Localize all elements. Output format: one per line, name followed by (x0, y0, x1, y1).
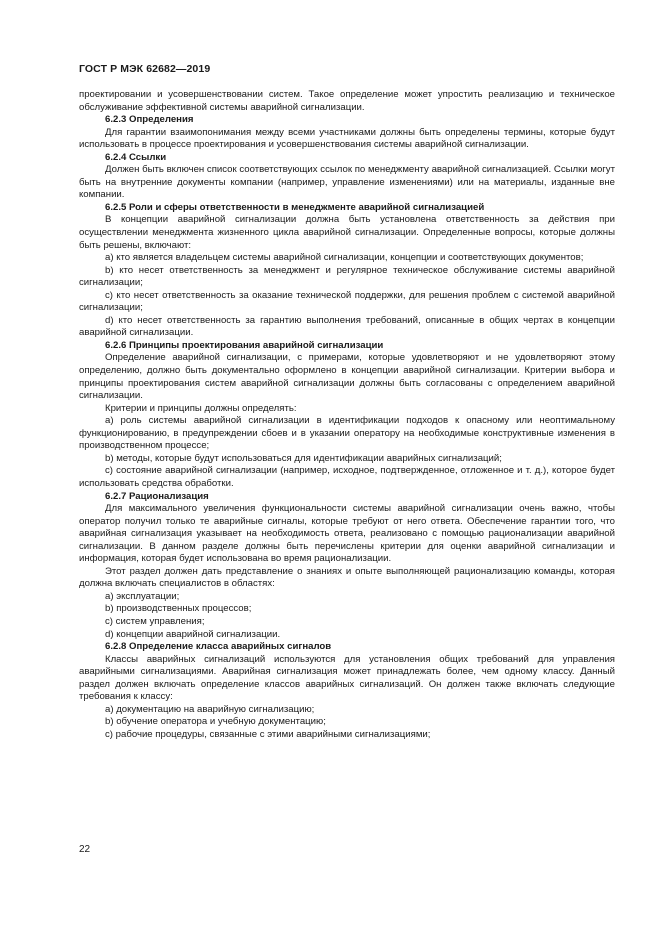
paragraph: Критерии и принципы должны определять: (105, 402, 297, 414)
document-body (79, 89, 615, 741)
paragraph: Классы аварийных сигнализаций используются для установления общих требований для управления аварийными сигнализациями. Аварийная сигнализация может принадлежать более, чем одному классу. Данный раздел должен включать определение классов аварийных сигнализаций. Он должен также включать следующие требования к классу: (79, 653, 615, 703)
paragraph: проектировании и усовершенствовании систем. Такое определение может упростить реализацию и техническое обслуживание эффективной системы аварийной сигнализации. (79, 89, 615, 113)
list-item: c) кто несет ответственность за оказание технической поддержки, для решения проблем с системой аварийной сигнализации; (79, 289, 615, 314)
list-item: a) документацию на аварийную сигнализацию; (105, 703, 315, 715)
document-header: ГОСТ Р МЭК 62682—2019 (79, 63, 211, 75)
list-item: c) систем управления; (105, 615, 205, 627)
paragraph: Для максимального увеличения функциональности системы аварийной сигнализации очень важно, чтобы оператор получил только те аварийные сигналы, которые требуют от него ответа. Обеспечение гарантии того, что аварийная сигнализация указывает на необходимость ответа, реализовано с помощью рационализации аварийной сигнализации. В данном разделе должны быть перечислены критерии для оценки аварийной сигнализации и информация, которая будет использована во время рационализации. (79, 503, 615, 565)
section-heading-6-2-4: 6.2.4 Ссылки (105, 151, 167, 163)
page-number: 22 (79, 844, 91, 855)
list-item: d) кто несет ответственность за гарантию выполнения требований, описанные в общих чертах в концепции аварийной сигнализации. (79, 314, 615, 339)
section-heading-6-2-5: 6.2.5 Роли и сферы ответственности в менеджменте аварийной сигнализацией (105, 201, 485, 213)
paragraph: Этот раздел должен дать представление о знаниях и опыте выполняющей рационализацию команды, которая должна включать специалистов в областях: (79, 565, 615, 590)
list-item: b) методы, которые будут использоваться для идентификации аварийных сигнализаций; (105, 452, 502, 464)
list-item: b) кто несет ответственность за менеджмент и регулярное техническое обслуживание системы аварийной сигнализации; (79, 264, 615, 289)
list-item: a) кто является владельцем системы аварийной сигнализации, концепции и соответствующих документов; (105, 252, 584, 264)
paragraph: Для гарантии взаимопонимания между всеми участниками должны быть определены термины, которые будут использовать в процессе проектирования и усовершенствования системы аварийной сигнализации. (79, 126, 615, 151)
paragraph: Должен быть включен список соответствующих ссылок по менеджменту аварийной сигнализацией. Ссылки могут быть на внутренние документы компании (например, управление изменениями) или на материалы, изданные вне компании. (79, 164, 615, 201)
section-heading-6-2-8: 6.2.8 Определение класса аварийных сигналов (105, 641, 332, 653)
list-item: a) роль системы аварийной сигнализации в идентификации подходов к опасному или неоптимальному функционированию, в предупреждении сбоев и в указании оператору на необходимые конструктивные изменения в производственном процессе; (79, 415, 615, 452)
paragraph: Определение аварийной сигнализации, с примерами, которые удовлетворяют и не удовлетворяют этому определению, должно быть документально оформлено в концепции аварийной сигнализации. Критерии выбора и принципы проектирования систем аварийной сигнализации должны быть согласованы с определением аварийной сигнализации. (79, 352, 615, 402)
section-heading-6-2-7: 6.2.7 Рационализация (105, 490, 209, 502)
paragraph: В концепции аварийной сигнализации должна быть установлена ответственность за действия при осуществлении менеджмента жизненного цикла аварийной сигнализации. Определенные вопросы, которые должны быть решены, включают: (79, 214, 615, 251)
list-item: c) рабочие процедуры, связанные с этими аварийными сигнализациями; (105, 728, 431, 740)
list-item: a) эксплуатации; (105, 590, 180, 602)
list-item: c) состояние аварийной сигнализации (например, исходное, подтвержденное, отложенное и т. д.), которое будет использовать средства обработки. (79, 465, 615, 489)
section-heading-6-2-6: 6.2.6 Принципы проектирования аварийной сигнализации (105, 339, 384, 351)
list-item: b) производственных процессов; (105, 603, 252, 615)
section-heading-6-2-3: 6.2.3 Определения (105, 114, 194, 126)
list-item: d) концепции аварийной сигнализации. (105, 628, 281, 640)
list-item: b) обучение оператора и учебную документацию; (105, 716, 326, 728)
